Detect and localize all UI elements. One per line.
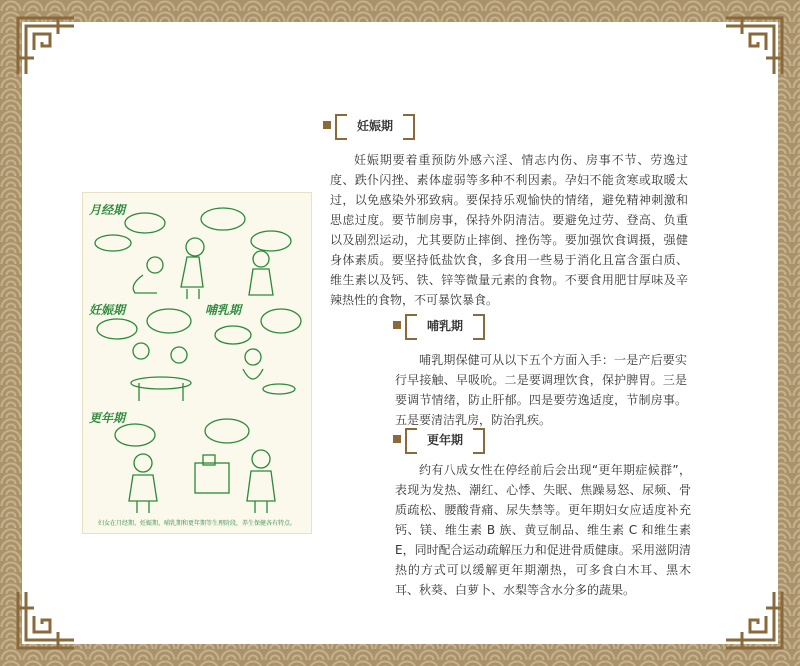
fret-corner-ornament xyxy=(14,14,78,78)
title-bracket xyxy=(473,314,485,340)
title-marker xyxy=(323,121,331,129)
section-body-lactation: 哺乳期保健可从以下五个方面入手：一是产后要实行早接触、早吸吮。二是要调理饮食，保护脾胃。三是要调节情绪，防止肝郁。四是要劳逸适度，节制房事。五是要清洁乳房，防治乳疾。 xyxy=(395,353,687,427)
section-title-label: 妊娠期 xyxy=(356,118,393,133)
comic-drawing xyxy=(83,193,311,533)
fret-corner-ornament xyxy=(722,14,786,78)
title-bracket xyxy=(403,114,415,140)
title-bracket xyxy=(473,428,485,454)
title-bracket xyxy=(405,314,417,340)
women-health-comic xyxy=(82,192,312,534)
comic-label-menopause: 更年期 xyxy=(89,411,126,425)
fret-corner-ornament xyxy=(722,588,786,652)
comic-label-menstrual: 月经期 xyxy=(89,203,126,217)
title-bracket xyxy=(335,114,347,140)
section-title-pregnancy xyxy=(335,114,415,136)
fret-corner-ornament xyxy=(14,588,78,652)
section-body-menopause: 约有八成女性在停经前后会出现“更年期症候群”，表现为发热、潮红、心悸、失眠、焦躁易怒、尿频、骨质疏松、腰酸背痛、尿失禁等。更年期妇女应适度补充钙、镁、维生素 B 族、黄豆制品、维生素 C 和维生素 E，同时配合运动疏解压力和促进骨质健康。采用滋阴清热的方式可以缓解更年期潮热，可多食白木耳、黑木耳、秋葵、白萝卜、水梨等含水分多的蔬果。 xyxy=(395,463,691,597)
title-marker xyxy=(393,435,401,443)
section-title-label: 哺乳期 xyxy=(426,318,463,333)
section-title-lactation xyxy=(405,314,485,336)
section-title-menopause xyxy=(405,428,485,450)
section-title-label: 更年期 xyxy=(426,432,463,447)
comic-caption: 妇女在月经期、妊娠期、哺乳期和更年期等生理阶段，养生保健各有特点。 xyxy=(97,520,296,527)
section-body-pregnancy: 妊娠期要着重预防外感六淫、情志内伤、房事不节、劳逸过度、跌仆闪挫、素体虚弱等多种不利因素。孕妇不能贪寒或取暖太过，以免感染外邪致病。要保持乐观愉快的情绪，避免精神刺激和思虑过度。要节制房事，保持外阴清洁。要避免过劳、登高、负重以及剧烈运动，尤其要防止摔倒、挫伤等。要加强饮食调摄，强健身体素质。要坚持低盐饮食，多食用一些易于消化且富含蛋白质、维生素以及钙、铁、锌等微量元素的食物。不要食用肥甘厚味及辛辣热性的食物，不可暴饮暴食。 xyxy=(330,153,688,307)
title-marker xyxy=(393,321,401,329)
title-bracket xyxy=(405,428,417,454)
comic-label-pregnancy: 妊娠期 xyxy=(89,303,126,317)
comic-label-lactation: 哺乳期 xyxy=(205,303,242,317)
